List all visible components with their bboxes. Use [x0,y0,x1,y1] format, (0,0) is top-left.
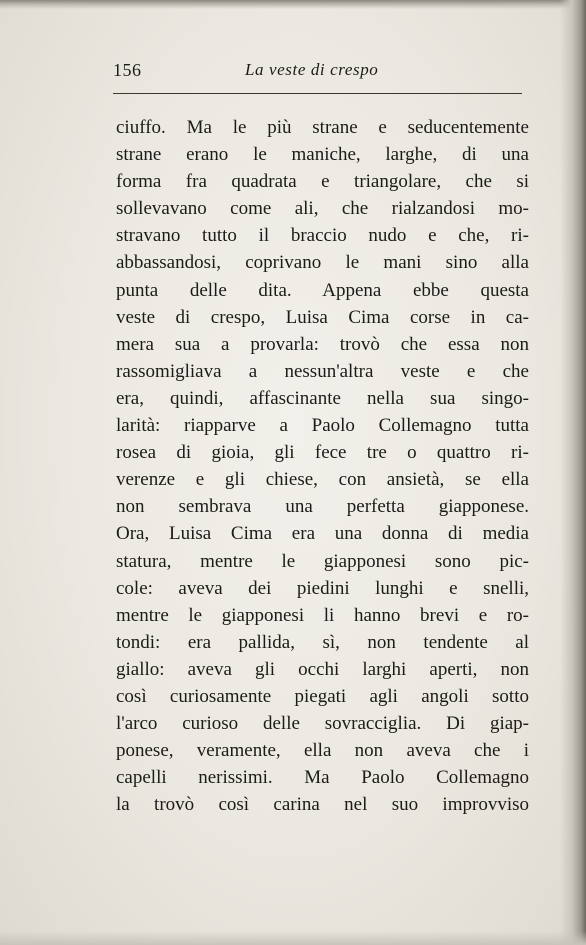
page-bottom-edge-shadow [0,931,586,945]
text-line: abbassandosi, coprivano le mani sino alla [116,252,529,274]
text-line: ponese, veramente, ella non aveva che i [116,740,529,762]
text-line: cole: aveva dei piedini lunghi e snelli, [116,577,529,599]
text-line: statura, mentre le giapponesi sono pic- [116,550,529,572]
text-line: tondi: era pallida, sì, non tendente al [116,631,529,653]
text-line: sollevavano come ali, che rialzandosi mo- [116,198,529,220]
text-line: rassomigliava a nessun'altra veste e che [116,360,529,382]
body-text [116,114,529,818]
text-line: veste di crespo, Luisa Cima corse in ca- [116,306,529,328]
text-line: Ora, Luisa Cima era una donna di media [116,523,529,545]
text-line: strane erano le maniche, larghe, di una [116,144,529,166]
page-right-edge-shadow [560,0,586,945]
text-line: rosea di gioia, gli fece tre o quattro ri- [116,442,529,464]
text-line: stravano tutto il braccio nudo e che, ri- [116,225,529,247]
text-line: punta delle dita. Appena ebbe questa [116,279,529,301]
text-line: verenze e gli chiese, con ansietà, se ella [116,469,529,491]
running-title: La veste di crespo [245,60,379,79]
text-line: era, quindi, affascinante nella sua singo- [116,387,529,409]
text-line: la trovò così carina nel suo improvviso [116,794,529,816]
page-top-edge-shadow [0,0,586,9]
text-line: l'arco curioso delle sovracciglia. Di giap- [116,713,529,735]
text-line: ciuffo. Ma le più strane e seducentemente [116,117,529,138]
text-line: capelli nerissimi. Ma Paolo Collemagno [116,767,529,789]
page-number: 156 [113,60,142,80]
text-line: mera sua a provarla: trovò che essa non [116,333,529,355]
text-line: larità: riapparve a Paolo Collemagno tutta [116,415,529,437]
page-header [113,58,523,82]
text-line: non sembrava una perfetta giapponese. [116,496,529,518]
text-line: giallo: aveva gli occhi larghi aperti, non [116,658,529,680]
text-line: forma fra quadrata e triangolare, che si [116,171,529,193]
text-line: così curiosamente piegati agli angoli sotto [116,685,529,707]
header-rule [113,93,522,94]
text-line: mentre le giapponesi li hanno brevi e ro- [116,604,529,626]
